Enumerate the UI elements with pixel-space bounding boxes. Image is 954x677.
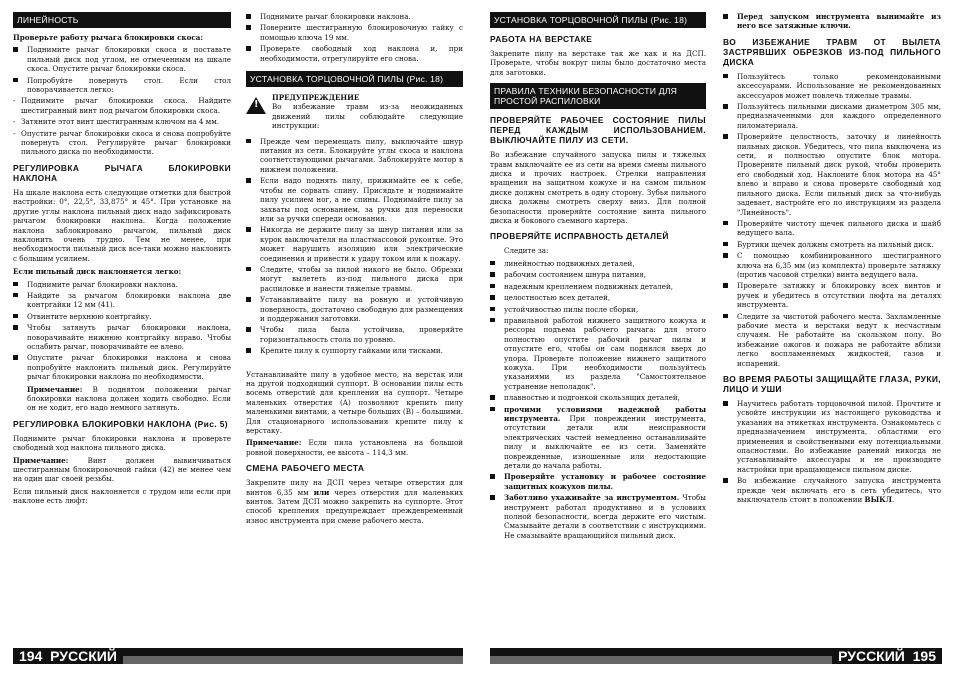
- list-item: Крепите пилу к суппорту гайками или тисками.: [246, 346, 463, 355]
- column-1: [13, 12, 231, 509]
- list-item: [490, 405, 706, 471]
- paragraph-last: Если пильный диск наклоняется с трудом или если при наклоне есть люфт:: [13, 486, 231, 506]
- list-item: [723, 12, 941, 31]
- list-install-rules: [246, 137, 463, 356]
- list-item: Найдите за рычагом блокировки наклона две контргайки 12 мм (41).: [13, 291, 231, 310]
- list-item: Чтобы затянуть рычаг блокировки наклона, поворачивайте нижнюю контргайку вправо. Чтобы ослабить рычаг, поворачивайте ее влево.: [13, 323, 231, 351]
- footer-right: [490, 648, 942, 664]
- section-header-install: УСТАНОВКА ТОРЦОВОЧНОЙ ПИЛЫ (Рис. 18): [246, 71, 463, 87]
- warning-box: [246, 93, 463, 131]
- text-bold: ВЫКЛ: [864, 495, 892, 505]
- heading-bench: РАБОТА НА ВЕРСТАКЕ: [490, 34, 593, 44]
- list-item: Проверяйте чистоту щечек пильного диска и шайб ведущего вала.: [723, 219, 941, 238]
- text-part: Чтобы инструмент работал продуктивно и в условиях полной безопасности, всегда держите его чистым. Смазывайте детали в соответствии с инструкциями. Не смазывайте вращающийся пильный диск.: [504, 493, 706, 540]
- note-label: Примечание:: [246, 438, 302, 448]
- list-item: [490, 472, 706, 491]
- subheading-check-lever: Проверьте работу рычага блокировки скоса:: [13, 33, 203, 42]
- list-top: [246, 12, 463, 63]
- paragraph-change: [246, 478, 463, 525]
- page-number-left: [13, 648, 123, 664]
- list-item: Прежде чем перемещать пилу, выключайте шнур питания из сети. Блокируйте углы скоса и наклона соответствующими рычагами. Заблокируйте мотор в нижнем положении.: [246, 137, 463, 175]
- section-header-rules: ПРАВИЛА ТЕХНИКИ БЕЗОПАСНОСТИ ДЛЯ ПРОСТОЙ РАСПИЛОВКИ: [490, 83, 706, 109]
- section-header-install-2: УСТАНОВКА ТОРЦОВОЧНОЙ ПИЛЫ (Рис. 18): [490, 12, 706, 28]
- list-protect: [723, 399, 941, 504]
- list-item: Проверьте свободный ход наклона и, при необходимости, отрегулируйте его снова.: [246, 44, 463, 63]
- list-tilt-lock: [13, 280, 231, 382]
- sub-list-item: - Опустите рычаг блокировки скоса и снова попробуйте повернуть стол. Регулируйте рычаг блокировки пильного диска по необходимости.: [13, 129, 231, 157]
- list-item: линейностью подвижных деталей,: [490, 259, 706, 268]
- heading-reg-tilt: РЕГУЛИРОВКА БЛОКИРОВКИ НАКЛОНА (Рис. 5): [13, 418, 228, 429]
- list-item: [490, 493, 706, 540]
- paragraph-follow: Следите за:: [504, 246, 549, 256]
- list-item: Опустите рычаг блокировки наклона и снова попробуйте наклонить пильный диск. Регулируйте рычаг блокировки наклона по необходимости.: [13, 353, 231, 381]
- text-part: через отверстия для маленьких винтов. Затем ДСП можно закрепить на суппорте. Этот способ крепления предупреждает преждевременный износ инструмента при смене рабочего места.: [246, 487, 463, 525]
- paragraph-raise: Поднимите рычаг блокировки наклона и проверьте свободный ход наклона пильного диска.: [13, 433, 231, 453]
- list-item: Чтобы пила была устойчива, проверяйте горизонтальность стола по уровню.: [246, 325, 463, 344]
- list-parts: [490, 259, 706, 540]
- list-avoid: [723, 72, 941, 368]
- column-3: [490, 12, 706, 543]
- list-item: Пользуйтесь пильными дисками диаметром 305 мм, предназначенными для каждого определенного пиломатериала.: [723, 102, 941, 130]
- text-bold: Перед запуском инструмента вынимайте из него все затяжные ключи.: [737, 12, 941, 31]
- list-item: надежным креплением подвижных деталей,: [490, 282, 706, 291]
- text-part: При повреждении инструмента, отсутствии детали или неисправности электрических частей немедленно останавливайте пилу и выключайте ее из сети. Заменяйте поврежденные, изношенные или недостающие детали до начала работы.: [504, 413, 706, 470]
- paragraph-scale: На шкале наклона есть следующие отметки для быстрой настройки: 0°, 22,5°, 33,875° и 45°. При установке на другие углы наклона пильный диск надо зафиксировать рычагом блокировки наклона. Когда положение наклона заблокировано рычагом, пильный диск наклонить очень трудно. Тем не менее, при необходимости пильный диск все-таки можно наклонить с большим усилием.: [13, 187, 231, 263]
- note-label: Примечание:: [27, 384, 83, 394]
- warning-content: [272, 93, 463, 131]
- page-number-right: [832, 648, 942, 664]
- list-item: устойчивостью пилы после сборки,: [490, 305, 706, 314]
- note-paragraph-2: [13, 456, 231, 484]
- list-item: Проверяйте целостность, заточку и линейность пильных дисков. Убедитесь, что пила выключена из сети, и полностью опустите блок мотора. Проверните пильный диск рукой, чтобы проверить его свободный ход. Наклоните блок мотора на 45° влево и вправо и снова проверьте свободный ход пильного диска. Если пильный диск за что-нибудь задевает, настройте его по инструкциям из раздела "Линейность".: [723, 132, 941, 217]
- paragraph-mount: Устанавливайте пилу в удобное место, на верстак или на другой подходящий суппорт. В основании пилы есть восемь отверстий для крепления на суппорт. Четыре маленьких отверстия (A) позволяют крепить пилу маленькими винтами, а четыре больших (B) – большими. Для стационарного использования крепите пилу к верстаку.: [246, 369, 463, 436]
- list-item: Пользуйтесь только рекомендованными аксессуарами. Использование не рекомендованных аксессуаров может повлечь тяжелые травмы.: [723, 72, 941, 100]
- text-bold: или: [313, 487, 330, 497]
- note-text: Винт должен вывинчиваться шестигранным блокировочной гайки (42) не менее чем на один шаг своей резьбы.: [13, 455, 231, 484]
- list-item: Проверьте затяжку и блокировку всех винтов и ручек и убедитесь в отсутствии люфта на деталях инструмента.: [723, 281, 941, 309]
- list-item: Поднимите рычаг блокировки наклона.: [13, 280, 231, 289]
- column-2: [246, 12, 463, 528]
- page-language: РУССКИЙ: [838, 648, 905, 664]
- heading-reg-lever: РЕГУЛИРОВКА РЫЧАГА БЛОКИРОВКИ НАКЛОНА: [13, 162, 231, 183]
- footer-left: [13, 648, 463, 664]
- section-header-lineynost: ЛИНЕЙНОСТЬ: [13, 12, 231, 28]
- list-check-lever: [13, 45, 231, 156]
- list-item: С помощью комбинированного шестигранного ключа на 6,35 мм (из комплекта) проверьте затяжку (против часовой стрелки) винта ведущего вала.: [723, 251, 941, 279]
- list-item: Следите, чтобы за пилой никого не было. Обрезки могут вылететь из-под пильного диска при распиловке и нанести тяжелые травмы.: [246, 265, 463, 293]
- text-bold: прочими условиями надежной работы инструмента.: [504, 404, 706, 423]
- list-item: Следите за чистотой рабочего места. Захламленные рабочие места и верстаки ведут к несчастным случаям. Не работайте на скользком полу. Во избежание ожогов и пожара не работайте вблизи легко воспламеняемых жидкостей, газов и испарений.: [723, 312, 941, 368]
- list-item: Если надо поднять пилу, прижимайте ее к себе, чтобы не сорвать спину. Присядьте и поднимайте пилу усилием ног, а не спины. Поднимайте пилу за захваты под основанием, за ручки для переноски или за ручки спереди основания.: [246, 176, 463, 223]
- sub-list-item: - Поднимите рычаг блокировки скоса. Найдите шестигранный винт под рычагом блокировки скоса.: [13, 96, 231, 115]
- list-item: [723, 476, 941, 504]
- list-item: Поднимите рычаг блокировки наклона.: [246, 12, 463, 21]
- note-label: Примечание:: [13, 455, 69, 465]
- heading-change-place: СМЕНА РАБОЧЕГО МЕСТА: [246, 463, 365, 474]
- heading-protect: ВО ВРЕМЯ РАБОТЫ ЗАЩИЩАЙТЕ ГЛАЗА, РУКИ, ЛИЦО И УШИ: [723, 374, 941, 394]
- text-bold: Заботливо ухаживайте за инструментом.: [504, 493, 680, 503]
- list-item: целостностью всех деталей,: [490, 293, 706, 302]
- heading-check-state: ПРОВЕРЯЙТЕ РАБОЧЕЕ СОСТОЯНИЕ ПИЛЫ ПЕРЕД КАЖДЫМ ИСПОЛЬЗОВАНИЕМ. ВЫКЛЮЧАЙТЕ ПИЛУ ИЗ СЕТИ.: [490, 115, 706, 146]
- footer-rule-left: [123, 648, 463, 664]
- note-text: Если пила установлена на большой ровной поверхности, ее высота – 114,3 мм.: [246, 438, 463, 457]
- heading-avoid: ВО ИЗБЕЖАНИЕ ТРАВМ ОТ ВЫЛЕТА ЗАСТРЯВШИХ ОБРЕЗКОВ ИЗ-ПОД ПИЛЬНОГО ДИСКА: [723, 36, 941, 67]
- list-item: Отвинтите верхнюю контргайку.: [13, 312, 231, 321]
- list-item: Научитесь работать торцовочной пилой. Прочтите и усвойте инструкции из настоящего руководства и указания на этикетках инструмента. Ознакомьтесь с предназначением инструмента, областями его применения и свойственными ему потенциальными опасностями. Во избежание ранений никогда не устанавливайте аксессуары и не производите настройки при вращающемся пильном диске.: [723, 399, 941, 474]
- list-item: Никогда не держите пилу за шнур питания или за курок выключателя на пластмассовой рукоятке. Это может нарушить изоляцию или электрические соединения и привести к удару током или к пожару.: [246, 225, 463, 263]
- list-item: Попробуйте повернуть стол. Если стол поворачивается легко:: [13, 76, 231, 95]
- warning-triangle-icon: !: [246, 97, 266, 114]
- list-item: Поднимите рычаг блокировки скоса и поставьте пильный диск под углом, не отмеченным на шкале скоса. Опустите рычаг блокировки скоса.: [13, 45, 231, 73]
- footer-rule-right: [490, 648, 832, 664]
- subheading-if-tilts: Если пильный диск наклоняется легко:: [13, 267, 182, 277]
- list-item: правильной работой нижнего защитного кожуха и рессоры подъема рабочего рычага: для этого полностью опустите рабочий рычаг пилы и отпустите его, чтобы он сам поднялся вверх до упора. Проверьте положение нижнего защитного кожуха. При необходимости пользуйтесь указаниями из раздела "Самостоятельное устранение неполадок".: [490, 316, 706, 391]
- list-item: Буртики щечек должны смотреть на пильный диск.: [723, 240, 941, 249]
- text-part: Во избежание случайного запуска инструмента прежде чем включать его в сеть убедитесь, что выключатель стоит в положении: [737, 476, 941, 505]
- text-part: .: [891, 495, 895, 505]
- page-language: РУССКИЙ: [50, 648, 117, 664]
- paragraph-check: Во избежание случайного запуска пилы и тяжелых травм выключайте ее из сети на время смены пильного диска и прочих настроек. Стрелки направления вращения на защитном кожухе и на самом пильном диске должны смотреть в одну сторону. Зубья пильного диска должны смотреть сверху вниз. Для полной безопасности проверяйте состояние винта пильного диска и бокового съемного картера.: [490, 150, 706, 226]
- list-item: Поверните шестигранную блокировочную гайку с помощью ключа 19 мм.: [246, 23, 463, 42]
- heading-parts: ПРОВЕРЯЙТЕ ИСПРАВНОСТЬ ДЕТАЛЕЙ: [490, 231, 669, 242]
- list-item: рабочим состоянием шнура питания,: [490, 270, 706, 279]
- page-number: 194: [19, 648, 43, 664]
- paragraph-bench: Закрепите пилу на верстаке так же как и на ДСП. Проверьте, чтобы вокруг пилы было достаточно места для заготовки.: [490, 49, 706, 77]
- text-part: Закрепите пилу на ДСП через четыре отверстия для винтов 6,35 мм: [246, 478, 463, 497]
- warning-text: Во избежание травм из-за неожиданных движений пилы соблюдайте следующие инструкции:: [272, 102, 463, 131]
- note-paragraph: [246, 438, 463, 457]
- warning-title: ПРЕДУПРЕЖДЕНИЕ: [272, 93, 360, 103]
- column-4: [723, 12, 941, 507]
- list-top-keys: [723, 12, 941, 31]
- list-item: Устанавливайте пилу на ровную и устойчивую поверхность, достаточно свободную для размещения и поддержания заготовки.: [246, 295, 463, 323]
- list-item: плавностью и подгонкой скользящих деталей,: [490, 393, 706, 402]
- note-text: В поднятом положении рычаг блокировки наклона должен ходить свободно. Если он не ходит, его надо немного затянуть.: [27, 384, 231, 413]
- page-number: 195: [912, 648, 936, 664]
- text-bold: Проверяйте установку и рабочее состояние защитных кожухов пилы.: [504, 472, 706, 491]
- sub-list-item: - Затяните этот винт шестигранным ключом на 4 мм.: [13, 117, 231, 126]
- note-paragraph: [13, 385, 231, 413]
